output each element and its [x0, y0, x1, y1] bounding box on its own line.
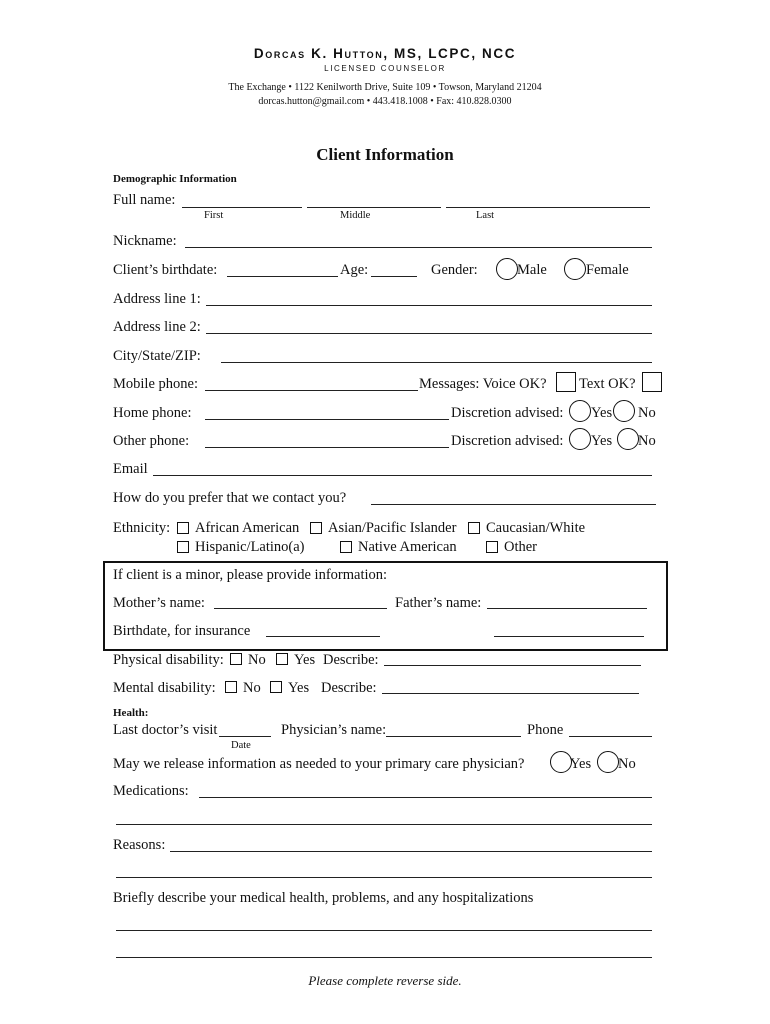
medical-description-label: Briefly describe your medical health, problems, and any hospitalizations [113, 890, 534, 906]
physical-describe-field[interactable] [384, 665, 641, 666]
home-phone-label: Home phone: [113, 405, 192, 421]
date-caption: Date [231, 740, 251, 751]
minor-intro: If client is a minor, please provide information: [113, 567, 388, 583]
text-ok-checkbox[interactable] [642, 372, 662, 392]
female-label: Female [586, 262, 629, 278]
release-yes-label: Yes [570, 756, 592, 772]
physical-no-checkbox[interactable] [230, 653, 242, 665]
home-discretion-label: Discretion advised: [451, 405, 564, 421]
male-label: Male [517, 262, 547, 278]
eth-caucasian-checkbox[interactable] [468, 522, 480, 534]
other-yes-label: Yes [591, 433, 613, 449]
nickname-field[interactable] [185, 247, 652, 248]
release-no-radio[interactable] [597, 751, 619, 773]
eth-asian-checkbox[interactable] [310, 522, 322, 534]
home-discretion-no-radio[interactable] [613, 400, 635, 422]
mother-name-label: Mother’s name: [113, 595, 205, 611]
mental-describe-label: Describe: [321, 680, 377, 696]
father-name-field[interactable] [487, 608, 647, 609]
voice-ok-label: Messages: Voice OK? [419, 376, 547, 392]
eth-other-label: Other [504, 539, 538, 555]
contact-pref-label: How do you prefer that we contact you? [113, 490, 347, 506]
mother-name-field[interactable] [214, 608, 387, 609]
eth-african-american-checkbox[interactable] [177, 522, 189, 534]
mental-yes-checkbox[interactable] [270, 681, 282, 693]
other-phone-field[interactable] [205, 447, 449, 448]
other-no-label: No [638, 433, 656, 449]
other-discretion-yes-radio[interactable] [569, 428, 591, 450]
reasons-field[interactable] [170, 851, 652, 852]
minor-birthdate-field-1[interactable] [266, 636, 380, 637]
city-field[interactable] [221, 362, 652, 363]
reasons-label: Reasons: [113, 837, 166, 853]
eth-caucasian-label: Caucasian/White [486, 520, 586, 536]
medications-field-2[interactable] [116, 824, 652, 825]
physical-yes-label: Yes [294, 652, 316, 668]
email-label: Email [113, 461, 148, 477]
eth-hispanic-checkbox[interactable] [177, 541, 189, 553]
physician-field[interactable] [386, 736, 521, 737]
release-label: May we release information as needed to your primary care physician? [113, 756, 525, 772]
address1-field[interactable] [206, 305, 652, 306]
office-address: The Exchange • 1122 Kenilworth Drive, Suite 109 • Towson, Maryland 21204 [228, 82, 542, 93]
physician-label: Physician’s name: [281, 722, 387, 738]
first-caption: First [204, 210, 224, 221]
address2-field[interactable] [206, 333, 652, 334]
other-discretion-label: Discretion advised: [451, 433, 564, 449]
eth-hispanic-label: Hispanic/Latino(a) [195, 539, 305, 555]
age-field[interactable] [371, 276, 417, 277]
middle-name-field[interactable] [307, 207, 441, 208]
father-name-label: Father’s name: [395, 595, 482, 611]
gender-female-radio[interactable] [564, 258, 586, 280]
eth-native-label: Native American [358, 539, 457, 555]
eth-native-checkbox[interactable] [340, 541, 352, 553]
mental-no-label: No [243, 680, 261, 696]
city-label: City/State/ZIP: [113, 348, 201, 364]
form-title: Client Information [316, 145, 454, 164]
birthdate-field[interactable] [227, 276, 338, 277]
counselor-name: Dorcas K. Hutton, MS, LCPC, NCC [253, 46, 517, 61]
footer-note: Please complete reverse side. [308, 973, 462, 988]
physician-phone-label: Phone [527, 722, 564, 738]
release-yes-radio[interactable] [550, 751, 572, 773]
last-name-field[interactable] [446, 207, 650, 208]
address1-label: Address line 1: [113, 291, 201, 307]
eth-other-checkbox[interactable] [486, 541, 498, 553]
medical-description-field-1[interactable] [116, 930, 652, 931]
physician-phone-field[interactable] [569, 736, 652, 737]
reasons-field-2[interactable] [116, 877, 652, 878]
ethnicity-label: Ethnicity: [113, 520, 171, 536]
home-phone-field[interactable] [205, 419, 449, 420]
email-field[interactable] [153, 475, 652, 476]
mobile-field[interactable] [205, 390, 418, 391]
last-caption: Last [476, 210, 495, 221]
mental-no-checkbox[interactable] [225, 681, 237, 693]
full-name-label: Full name: [113, 192, 176, 208]
middle-caption: Middle [340, 210, 371, 221]
contact-pref-field[interactable] [371, 504, 656, 505]
release-no-label: No [618, 756, 636, 772]
nickname-label: Nickname: [113, 233, 177, 249]
text-ok-label: Text OK? [579, 376, 636, 392]
voice-ok-checkbox[interactable] [556, 372, 576, 392]
last-visit-field[interactable] [219, 736, 271, 737]
minor-birthdate-field-2[interactable] [494, 636, 644, 637]
gender-label: Gender: [431, 262, 478, 278]
address2-label: Address line 2: [113, 319, 201, 335]
physical-describe-label: Describe: [323, 652, 379, 668]
physical-disability-label: Physical disability: [113, 652, 224, 668]
first-name-field[interactable] [182, 207, 302, 208]
office-contact: dorcas.hutton@gmail.com • 443.418.1008 • Fax: 410.828.0300 [258, 96, 512, 107]
home-yes-label: Yes [591, 405, 613, 421]
eth-african-american-label: African American [195, 520, 300, 536]
counselor-subtitle: LICENSED COUNSELOR [324, 64, 446, 73]
mental-yes-label: Yes [288, 680, 310, 696]
other-discretion-no-radio[interactable] [617, 428, 639, 450]
mobile-label: Mobile phone: [113, 376, 198, 392]
birthdate-label: Client’s birthdate: [113, 262, 218, 278]
gender-male-radio[interactable] [496, 258, 518, 280]
minor-birthdate-label: Birthdate, for insurance [113, 623, 251, 639]
medications-field[interactable] [199, 797, 652, 798]
other-phone-label: Other phone: [113, 433, 190, 449]
health-heading: Health: [113, 707, 149, 719]
physical-no-label: No [248, 652, 266, 668]
physical-yes-checkbox[interactable] [276, 653, 288, 665]
eth-asian-label: Asian/Pacific Islander [328, 520, 457, 536]
mental-describe-field[interactable] [382, 693, 639, 694]
last-visit-label: Last doctor’s visit [113, 722, 218, 738]
home-discretion-yes-radio[interactable] [569, 400, 591, 422]
home-no-label: No [638, 405, 656, 421]
medications-label: Medications: [113, 783, 189, 799]
demographic-heading: Demographic Information [113, 173, 237, 185]
mental-disability-label: Mental disability: [113, 680, 216, 696]
medical-description-field-2[interactable] [116, 957, 652, 958]
age-label: Age: [340, 262, 369, 278]
